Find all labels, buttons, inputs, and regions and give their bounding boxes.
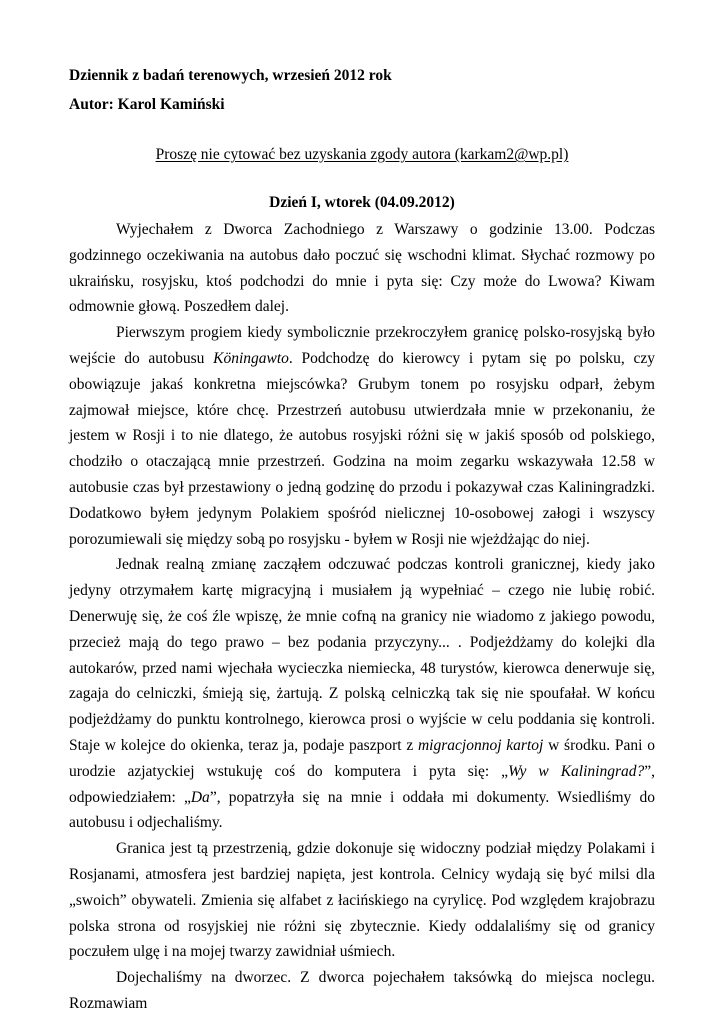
- paragraph-3-text-c: ”, odpowiedziałem: „: [69, 762, 655, 806]
- diary-body: [69, 217, 655, 1017]
- paragraph-3-text-a: Jednak realną zmianę zacząłem odczuwać podczas kontroli granicznej, kiedy jako jedyny otrzymałem kartę migracyjną i musiałem ją wypełniać – czego nie lubię robić. Denerwuję się, że coś źle wpiszę, że mnie cofną na granicy nie wiadomo z jakiego powodu, przecież mają do tego prawo – bez podania przyczyny... . Podjeżdżamy do kolejki dla autokarów, przed nami wjechała wycieczka niemiecka, 48 turystów, kierowca denerwuje się, zagaja do celniczki, śmieją się, żartują. Z polską celniczką tak się nie spoufałał. W końcu podjeżdżamy do punktu kontrolnego, kierowca prosi o wyjście w celu poddania się kontroli. Staje w kolejce do okienka, teraz ja, podaje paszport z: [69, 556, 655, 754]
- document-title: Dziennik z badań terenowych, wrzesień 2012 rok: [69, 67, 392, 84]
- document-author: Autor: Karol Kamiński: [69, 96, 225, 113]
- paragraph-1: [69, 217, 655, 320]
- paragraph-3: [69, 552, 655, 836]
- question-italic: Wy w Kaliningrad?: [508, 762, 645, 780]
- paragraph-4: [69, 836, 655, 965]
- citation-notice: Proszę nie cytować bez uzyskania zgody autora (karkam2@wp.pl): [155, 146, 569, 163]
- paragraph-3-text-b: w środku. Pani o urodzie azjatyckiej wstukuję coś do komputera i pyta się: „: [69, 736, 655, 780]
- answer-italic: Da: [190, 788, 210, 806]
- day-heading: Dzień I, wtorek (04.09.2012): [269, 194, 455, 211]
- paragraph-2-text-b: . Podchodzę do kierowcy i pytam się po polsku, czy obowiązuje jakaś konkretna miejscówka? Grubym tonem po rosyjsku odparł, żebym zajmował miejsce, które chcę. Przestrzeń autobusu utwierdzała mnie w przekonaniu, że jestem w Rosji i to nie dlatego, że autobus rosyjski różni się w jakiś sposób od polskiego, chodziło o otaczającą mnie przestrzeń. Godzina na moim zegarku wskazywała 12.58 w autobusie czas był przestawiony o jedną godzinę do przodu i pokazywał czas Kaliningradzki. Dodatkowo byłem jedynym Polakiem spośród nielicznej 10-osobowej załogi i wszyscy porozumiewali się między sobą po rosyjsku - byłem w Rosji nie wjeżdżając do niej.: [69, 349, 655, 548]
- paragraph-4-text: Granica jest tą przestrzenią, gdzie dokonuje się widoczny podział między Polakami i Rosjanami, atmosfera jest bardziej napięta, jest kontrola. Celnicy wydają się być milsi dla „swoich” obywateli. Zmienia się alfabet z łacińskiego na cyrylicę. Pod względem krajobrazu polska strona od rosyjskiej nie różni się zbytecznie. Kiedy oddalaliśmy się od granicy poczułem ulgę i na mojej twarzy zawidniał uśmiech.: [69, 840, 655, 961]
- paragraph-2-text-a: Pierwszym progiem kiedy symbolicznie przekroczyłem granicę polsko-rosyjską było wejście do autobusu: [69, 324, 655, 367]
- paragraph-5: [69, 965, 655, 1017]
- bus-name-italic: Köningawto: [213, 349, 289, 367]
- paragraph-2: [69, 320, 655, 552]
- paragraph-3-text-d: ”, popatrzyła się na mnie i oddała mi dokumenty. Wsiedliśmy do autobusu i odjechaliśmy.: [69, 788, 656, 832]
- migration-card-italic: migracjonnoj kartoj: [417, 736, 544, 754]
- paragraph-5-text: Dojechaliśmy na dworzec. Z dworca pojechałem taksówką do miejsca noclegu. Rozmawiam: [69, 969, 655, 1012]
- paragraph-1-text: Wyjechałem z Dworca Zachodniego z Warszawy o godzinie 13.00. Podczas godzinnego oczekiwania na autobus dało poczuć się wschodni klimat. Słychać rozmowy po ukraińsku, rosyjsku, ktoś podchodzi do mnie i pyta się: Czy może do Lwowa? Kiwam odmownie głową. Poszedłem dalej.: [69, 221, 655, 316]
